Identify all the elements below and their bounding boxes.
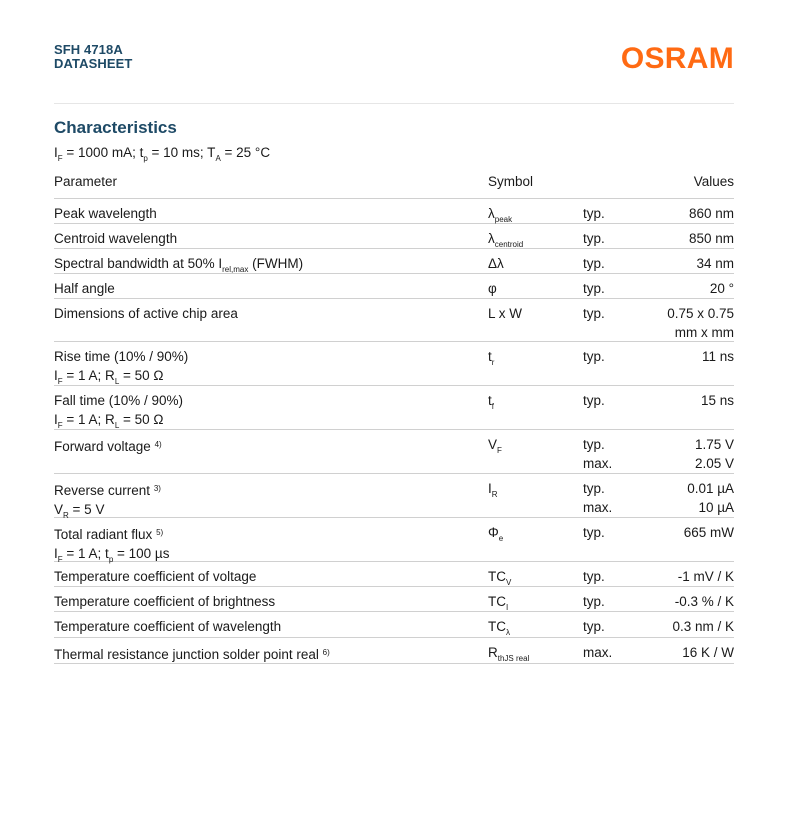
param-name: Temperature coefficient of wavelength (54, 619, 282, 634)
param-condition: $I_F = 1$ A; $t_p = 100$ µs (54, 546, 170, 564)
symbol-subscript: r (491, 358, 495, 367)
value-cell (653, 435, 734, 473)
characteristics-table (54, 168, 734, 664)
qualifier-cell (583, 643, 653, 663)
document-header (54, 43, 132, 71)
symbol: Δλ (488, 256, 504, 271)
param-name: Half angle (54, 281, 115, 296)
qualifier: typ. (583, 256, 605, 271)
footnote-ref: 4) (154, 440, 162, 449)
symbol-cell (488, 347, 583, 385)
param-condition: $V_R = 5$ V (54, 502, 105, 520)
value-cell (653, 479, 734, 517)
symbol-cell (488, 391, 583, 429)
product-name: SFH 4718A (54, 42, 123, 57)
symbol: R (488, 645, 498, 660)
qualifier: typ. (583, 206, 605, 221)
param-name: Total radiant flux (54, 527, 153, 542)
table-row (54, 199, 734, 224)
symbol: L x W (488, 306, 523, 321)
table-row (54, 587, 734, 612)
symbol-subscript: F (497, 446, 502, 455)
symbol: λ (488, 231, 495, 246)
qualifier: typ. (583, 437, 605, 452)
qualifier: max. (583, 500, 613, 515)
qualifier: typ. (583, 481, 605, 496)
qualifier: typ. (583, 594, 605, 609)
qualifier-cell (583, 435, 653, 473)
table-row (54, 474, 734, 518)
qualifier: typ. (583, 525, 605, 540)
symbol-cell (488, 229, 583, 248)
value-cell (653, 391, 734, 429)
symbol: TC (488, 619, 506, 634)
footnote-ref: 6) (322, 648, 330, 657)
table-row (54, 518, 734, 562)
param-cell (54, 279, 488, 298)
qualifier-cell (583, 479, 653, 517)
value: 20 ° (709, 281, 734, 296)
symbol-cell (488, 435, 583, 473)
symbol-cell (488, 567, 583, 586)
table-row (54, 299, 734, 342)
symbol-cell (488, 617, 583, 637)
param-name: Reverse current (54, 483, 151, 498)
symbol: TC (488, 569, 506, 584)
value: -0.3 % / K (674, 594, 734, 609)
value-cell (653, 567, 734, 586)
param-cell (54, 567, 488, 586)
param-name: Temperature coefficient of brightness (54, 594, 276, 609)
value-cell (653, 592, 734, 611)
qualifier-cell (583, 391, 653, 429)
value: 2.05 V (694, 456, 734, 471)
osram-logo: OSRAM (620, 42, 734, 75)
param-cell (54, 523, 488, 564)
table-row (54, 224, 734, 249)
param-cell (54, 391, 488, 429)
param-name: Forward voltage (54, 439, 151, 454)
symbol-cell (488, 304, 583, 341)
table-row (54, 430, 734, 474)
param-cell (54, 435, 488, 473)
qualifier-cell (583, 617, 653, 637)
qualifier: typ. (583, 393, 605, 408)
value: 0.3 nm / K (672, 619, 734, 634)
param-name: Rise time (10% / 90%) (54, 349, 189, 364)
value: 850 nm (688, 231, 734, 246)
value: 1.75 V (694, 437, 734, 452)
symbol: V (488, 437, 498, 452)
param-subscript: rel,max (222, 265, 249, 274)
qualifier-cell (583, 347, 653, 385)
qualifier: typ. (583, 281, 605, 296)
qualifier: typ. (583, 349, 605, 364)
qualifier: typ. (583, 619, 605, 634)
param-tail: (FWHM) (248, 256, 304, 271)
table-row (54, 342, 734, 386)
symbol: t (488, 393, 492, 408)
value: 34 nm (696, 256, 734, 271)
value: -1 mV / K (677, 569, 734, 584)
value: 11 ns (701, 349, 734, 364)
param-cell (54, 479, 488, 520)
table-body (54, 199, 734, 664)
param-cell (54, 617, 488, 637)
doc-type: DATASHEET (54, 56, 133, 71)
value: 0.01 µA (687, 481, 734, 496)
qualifier-cell (583, 592, 653, 611)
symbol-subscript: R (491, 490, 498, 499)
symbol: λ (488, 206, 495, 221)
value: 15 ns (700, 393, 734, 408)
param-name: Centroid wavelength (54, 231, 178, 246)
symbol-subscript: centroid (494, 240, 524, 249)
param-condition: $I_F = 1$ A; $R_L = 50$ Ω (54, 412, 164, 430)
value-cell (653, 304, 734, 341)
param-name: Spectral bandwidth at 50% I (54, 256, 223, 271)
symbol-cell (488, 643, 583, 663)
symbol: φ (488, 281, 497, 296)
param-cell (54, 304, 488, 341)
value: 16 K / W (682, 645, 734, 660)
table-row (54, 612, 734, 638)
qualifier-cell (583, 304, 653, 341)
param-condition: $I_F = 1$ A; $R_L = 50$ Ω (54, 368, 164, 386)
param-name: Peak wavelength (54, 206, 157, 221)
symbol-subscript: f (491, 402, 494, 411)
param-cell (54, 643, 488, 663)
value: 0.75 x 0.75 (667, 306, 734, 321)
qualifier: max. (583, 645, 613, 660)
value-cell (653, 617, 734, 637)
qualifier-cell (583, 567, 653, 586)
qualifier: typ. (583, 569, 605, 584)
symbol-cell (488, 279, 583, 298)
header-symbol: Symbol (488, 174, 534, 189)
footnote-ref: 3) (153, 484, 161, 493)
symbol-cell (488, 523, 583, 561)
header-values: Values (693, 174, 734, 189)
qualifier-cell (583, 254, 653, 273)
qualifier: typ. (583, 306, 605, 321)
param-name: Temperature coefficient of voltage (54, 569, 257, 584)
header-parameter: Parameter (54, 174, 118, 189)
param-cell (54, 347, 488, 385)
value: mm x mm (674, 325, 734, 340)
value-cell (653, 229, 734, 248)
symbol-subscript: I (506, 603, 509, 612)
param-cell (54, 592, 488, 611)
table-row (54, 249, 734, 274)
param-cell (54, 229, 488, 248)
test-conditions: $I_F = 1000$ mA; $t_p = 10$ ms; $T_A = 25$ °C (54, 145, 271, 163)
value-cell (653, 204, 734, 223)
table-row (54, 638, 734, 664)
value-cell (653, 254, 734, 273)
table-row (54, 386, 734, 430)
value: 860 nm (688, 206, 734, 221)
symbol-cell (488, 592, 583, 611)
symbol-cell (488, 254, 583, 273)
qualifier: max. (583, 456, 613, 471)
symbol: Φ (488, 525, 499, 540)
qualifier-cell (583, 279, 653, 298)
qualifier-cell (583, 204, 653, 223)
value: 665 mW (683, 525, 734, 540)
symbol-cell (488, 204, 583, 223)
qualifier-cell (583, 229, 653, 248)
param-cell (54, 204, 488, 223)
value-cell (653, 523, 734, 561)
qualifier-cell (583, 523, 653, 561)
header-divider (54, 103, 734, 104)
section-title: Characteristics (54, 118, 177, 137)
symbol-subscript: λ (506, 628, 510, 637)
symbol-subscript: peak (494, 215, 513, 224)
symbol: t (488, 349, 492, 364)
param-name: Dimensions of active chip area (54, 306, 238, 321)
table-header (54, 168, 734, 199)
symbol-subscript: thJS real (497, 654, 530, 663)
param-name: Fall time (10% / 90%) (54, 393, 184, 408)
value: 10 µA (698, 500, 734, 515)
symbol: I (488, 481, 492, 496)
param-cell (54, 254, 488, 273)
value-cell (653, 643, 734, 663)
value-cell (653, 279, 734, 298)
symbol-subscript: e (498, 534, 504, 543)
symbol-cell (488, 479, 583, 517)
value-cell (653, 347, 734, 385)
footnote-ref: 5) (156, 528, 164, 537)
symbol-subscript: V (506, 578, 512, 587)
param-name: Thermal resistance junction solder point real (54, 647, 319, 662)
symbol: TC (488, 594, 506, 609)
qualifier: typ. (583, 231, 605, 246)
